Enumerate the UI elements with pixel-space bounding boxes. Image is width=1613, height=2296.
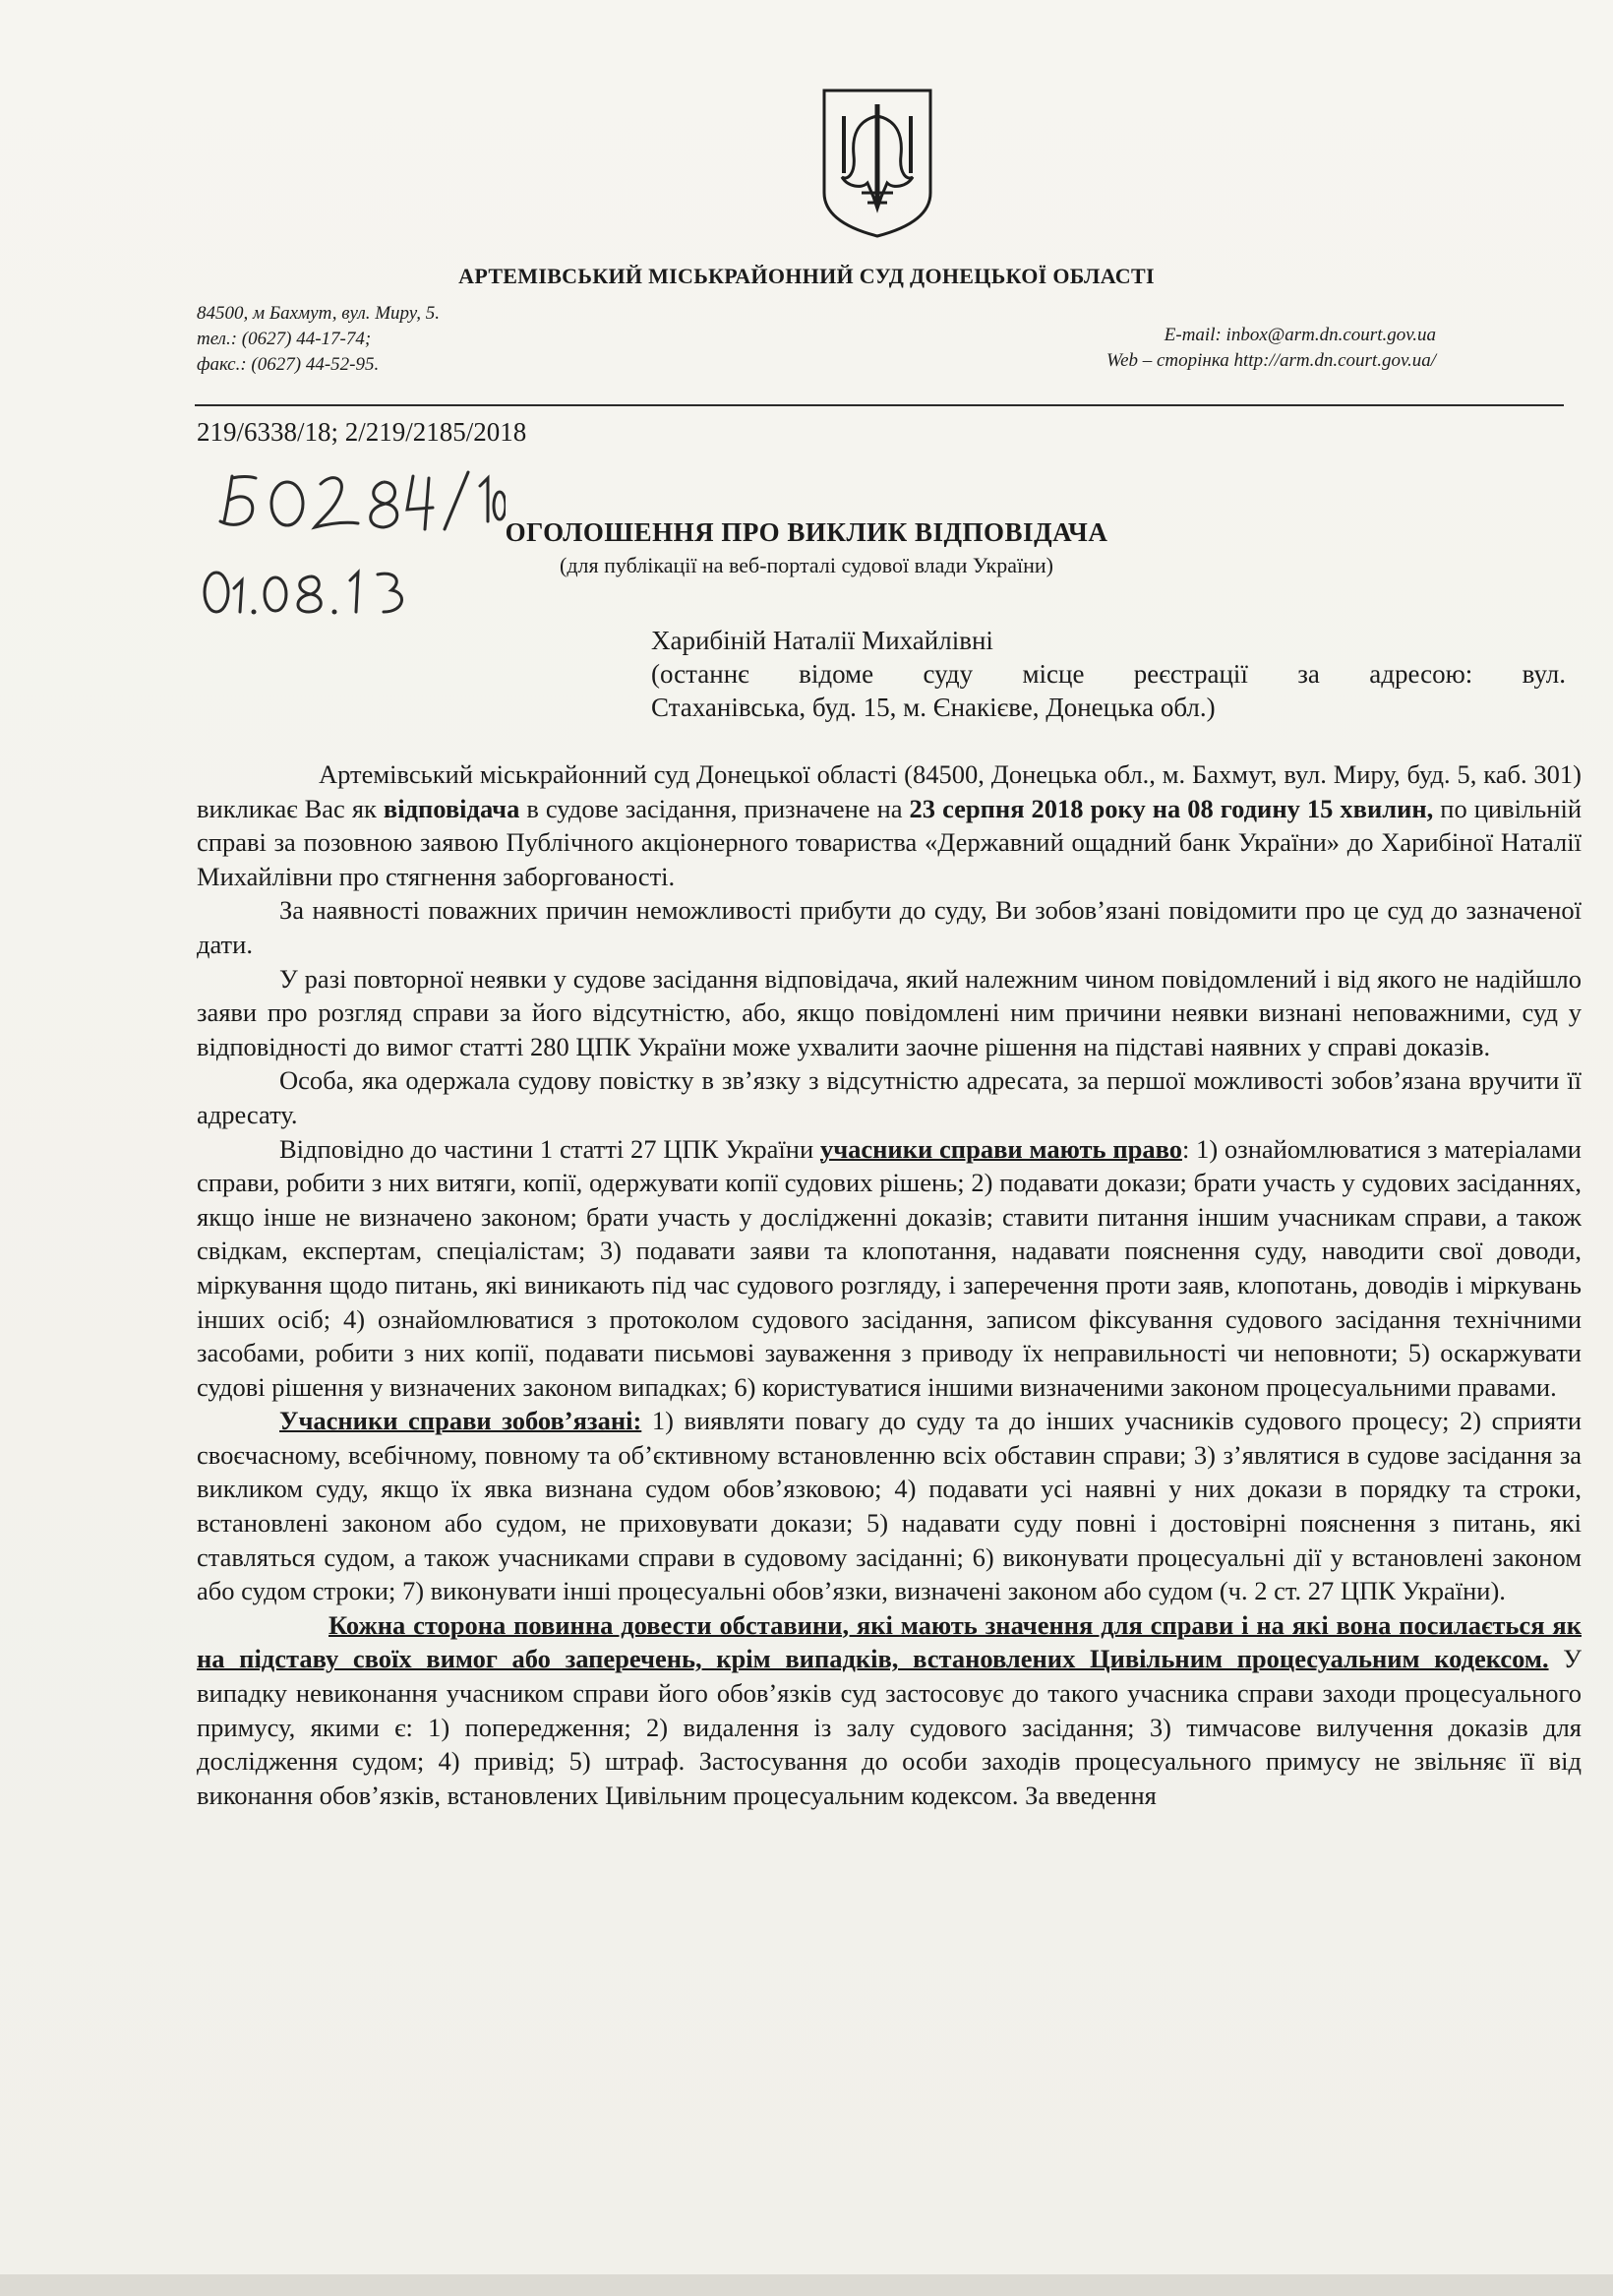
body-text-bold: відповідача bbox=[383, 793, 520, 823]
body-text-bold-underlined: Кожна сторона повинна довести обставини, які мають значення для справи і на які вона посилається як на підставу своїх вимог або заперечень, крім випадків, встановлених Цивільним процесуальним кодексом. bbox=[197, 1609, 1582, 1674]
court-phone: тел.: (0627) 44-17-74; bbox=[197, 329, 372, 349]
paragraph-summons bbox=[197, 757, 1582, 893]
paragraph-duty-to-notify: За наявності поважних причин неможливості прибути до суду, Ви зобов’язані повідомити про це суд до зазначеної дати. bbox=[197, 895, 1582, 959]
body-text-bold-underlined: Учасники справи зобов’язані: bbox=[279, 1406, 642, 1436]
paragraph-default-judgment: У разі повторної неявки у судове засідання відповідача, який належним чином повідомлений і від якого не надійшло заяви про розгляд справи за його відсутністю, або, якщо повідомлені ним причини неявки визнані неповажними, суд у відповідності до вимог статті 280 ЦПК України може ухвалити заочне рішення на підставі наявних у справі доказів. bbox=[197, 963, 1582, 1061]
scan-edge bbox=[0, 2274, 1613, 2296]
body-text-span: Артемівський міськрайонний суд Донецької області (84500, Донецька обл., м. Бахмут, вул. Миру, буд. 5, каб. 301) викликає Вас як bbox=[197, 759, 1582, 823]
body-text-bold-underlined: учасники справи мають право bbox=[819, 1133, 1182, 1164]
body-text-span: по цивільній справі за позовною заявою Публічного акціонерного товариства «Державний ощадний банк України» до Харибіної Наталії Михайлівни про стягнення заборгованості. bbox=[197, 793, 1582, 891]
notice-title: ОГОЛОШЕННЯ ПРО ВИКЛИК ВІДПОВІДАЧА bbox=[505, 517, 1108, 547]
hearing-date: 23 серпня 2018 року на 08 годину 15 хвилин, bbox=[909, 793, 1434, 823]
body-text-span: Відповідно до частини 1 статті 27 ЦПК України bbox=[279, 1133, 820, 1164]
court-contact-right bbox=[1106, 323, 1436, 374]
court-address: 84500, м Бахмут, вул. Миру, 5. bbox=[197, 303, 441, 324]
notice-body bbox=[197, 757, 1582, 1812]
body-text-span: : 1) ознайомлюватися з матеріалами справи, робити з них витяги, копії, одержувати копії судових рішень; 2) подавати докази; брати участь у судових засіданнях, якщо інше не визначено законом; брати участь у дослідженні доказів; ставити питання іншим учасникам справи, а також свідкам, експертам, спеціалістам; 3) подавати заяви та клопотання, надавати пояснення суду, наводити свої доводи, міркування щодо питань, які виникають під час судового розгляду, і заперечення проти заяв, клопотань, доводів і міркувань інших осіб; 4) ознайомлюватися з протоколом судового засідання, записом фіксування судового засідання технічними засобами, робити з них копії, подавати письмові зауваження з приводу їх неправильності чи неповноти; 5) оскаржувати судові рішення у визначених законом випадках; 6) користуватися іншими визначеними законом процесуальними правами. bbox=[197, 1133, 1582, 1402]
court-website: Web – сторінка http://arm.dn.court.gov.ua/ bbox=[1105, 350, 1436, 371]
paragraph-summons-delivery: Особа, яка одержала судову повістку в зв’язку з відсутністю адресата, за першої можливості зобов’язана вручити її адресату. bbox=[197, 1065, 1582, 1129]
addressee-address-line: Стаханівська, буд. 15, м. Єнакієве, Донецька обл.) bbox=[651, 693, 1216, 722]
addressee-name: Харибіній Наталії Михайлівні bbox=[651, 626, 993, 655]
body-text-span: У випадку невиконання учасником справи його обов’язків суд застосовує до такого учасника справи заходи процесуального примусу, якими є: 1) попередження; 2) видалення із залу судового засідання; 3) тимчасове вилучення доказів для дослідження судом; 4) привід; 5) штраф. Застосування до особи заходів процесуального примусу не звільняє її від виконання обов’язків, встановлених Цивільним процесуальним кодексом. За введення bbox=[197, 1644, 1583, 1810]
court-name: АРТЕМІВСЬКИЙ МІСЬКРАЙОННИЙ СУД ДОНЕЦЬКОЇ ОБЛАСТІ bbox=[458, 264, 1155, 288]
coat-of-arms-icon bbox=[818, 87, 936, 240]
paragraph-participant-rights bbox=[197, 1132, 1582, 1405]
addressee-address-line: (останнє відоме суду місце реєстрації за адресою: вул. bbox=[651, 659, 1566, 689]
paragraph-participant-duties bbox=[197, 1404, 1582, 1608]
paragraph-burden-of-proof bbox=[197, 1608, 1582, 1813]
court-email: E-mail: inbox@arm.dn.court.gov.ua bbox=[1164, 325, 1436, 345]
body-text-span: 1) виявляти повагу до суду та до інших учасників судового процесу; 2) сприяти своєчасному, всебічному, повному та об’єктивному встановленню всіх обставин справи; 3) з’являтися в судове засідання за викликом суду, якщо їх явка визнана судом обов’язковою; 4) подавати усі наявні у них докази в порядку та строки, встановлені законом або судом, не приховувати докази; 5) надавати суду повні і достовірні пояснення з питань, які ставляться судом, а також учасниками справи в судовому засіданні; 6) виконувати процесуальні дії у встановлені законом або судом строки; 7) виконувати інші процесуальні обов’язки, визначені законом або судом (ч. 2 ст. 27 ЦПК України). bbox=[197, 1406, 1583, 1606]
court-fax: факс.: (0627) 44-52-95. bbox=[197, 354, 380, 375]
case-number: 219/6338/18; 2/219/2185/2018 bbox=[197, 417, 527, 447]
court-contact-left bbox=[197, 301, 440, 378]
addressee-block bbox=[651, 624, 1566, 724]
body-text-span: в судове засідання, призначене на bbox=[519, 793, 910, 823]
header-divider bbox=[195, 404, 1564, 406]
notice-subtitle: (для публікації на веб-порталі судової влади України) bbox=[560, 553, 1053, 577]
